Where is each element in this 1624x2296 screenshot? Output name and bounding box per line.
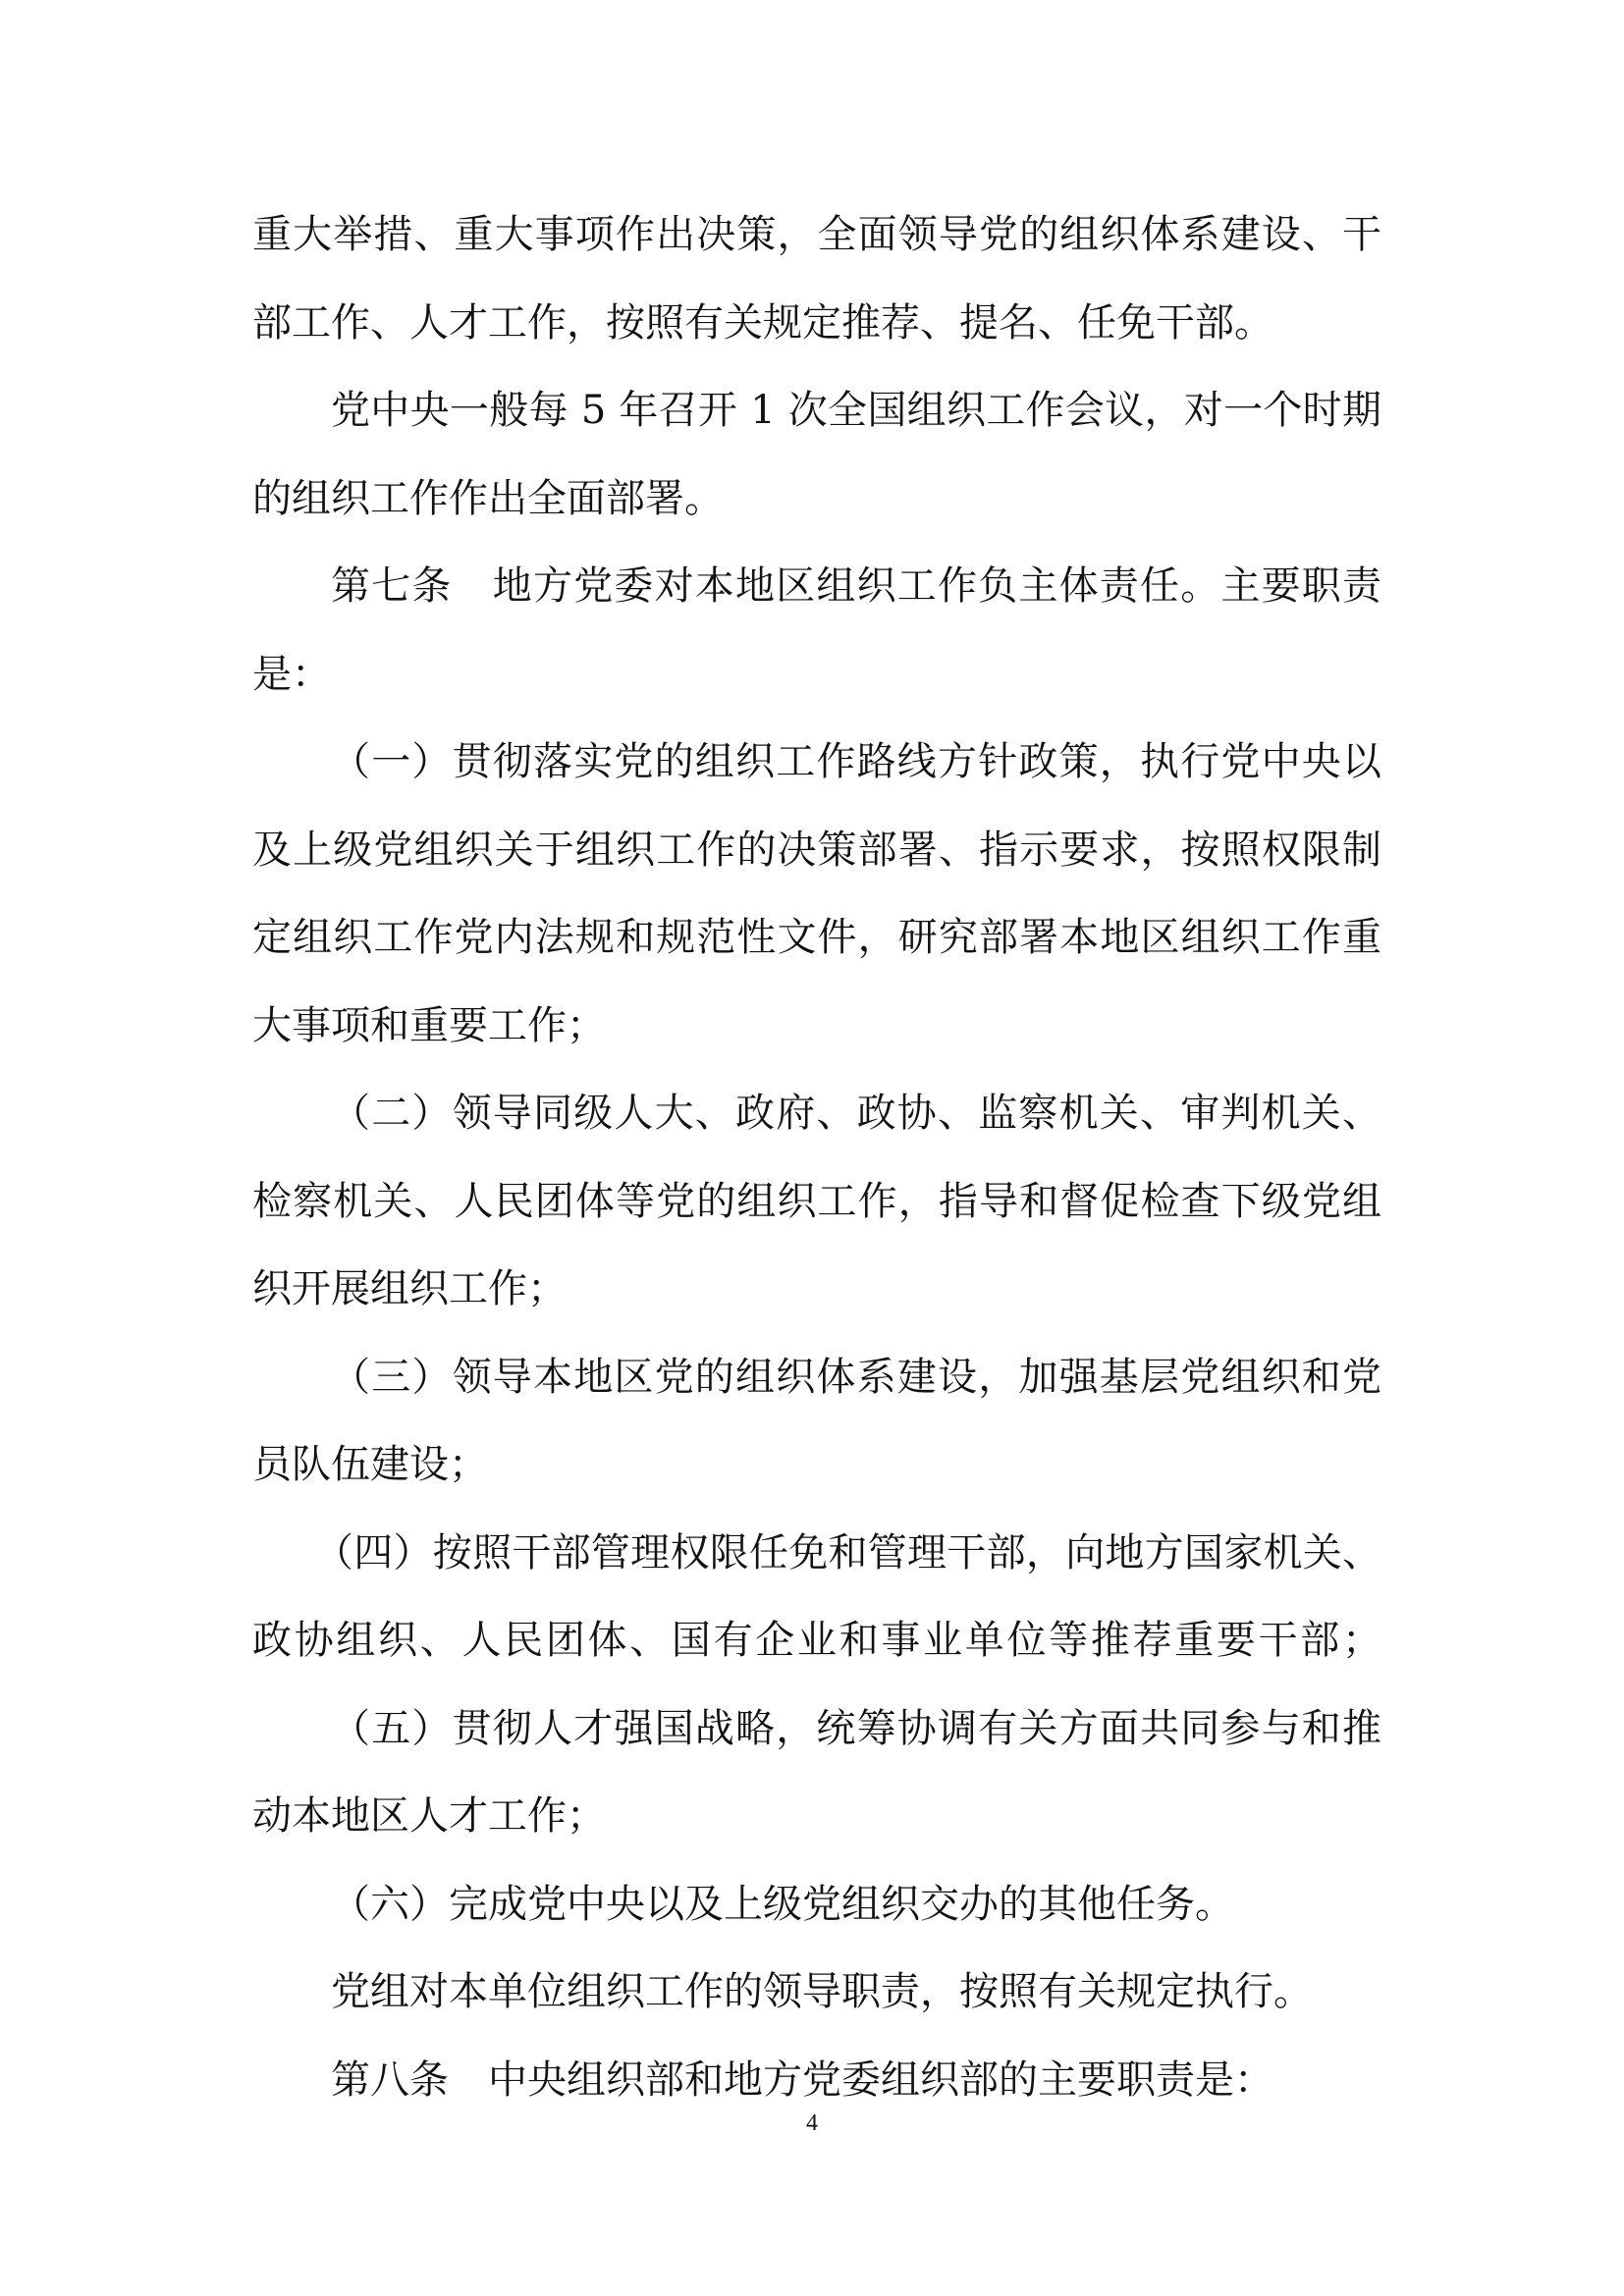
text-line-15: 员队伍建设； <box>252 1442 488 1487</box>
text-line-17: 政协组织、人民团体、国有企业和事业单位等推荐重要干部； <box>252 1618 1381 1663</box>
text-line-10: 大事项和重要工作； <box>252 1003 606 1048</box>
text-line-13: 织开展组织工作； <box>252 1266 567 1311</box>
text-line-22: 第八条 中央组织部和地方党委组织部的主要职责是： <box>331 2057 1273 2103</box>
text-line-8: 及上级党组织关于组织工作的决策部署、指示要求，按照权限制 <box>252 828 1381 873</box>
page-number: 4 <box>806 2110 818 2136</box>
text-line-14: （三）领导本地区党的组织体系建设，加强基层党组织和党 <box>331 1355 1381 1400</box>
text-line-3: 党中央一般每 5 年召开 1 次全国组织工作会议，对一个时期 <box>331 388 1381 433</box>
text-line-1: 重大举措、重大事项作出决策，全面领导党的组织体系建设、干 <box>252 212 1381 257</box>
text-line-21: 党组对本单位组织工作的领导职责，按照有关规定执行。 <box>331 1969 1313 2014</box>
text-line-9: 定组织工作党内法规和规范性文件，研究部署本地区组织工作重 <box>252 915 1381 960</box>
text-line-7: （一）贯彻落实党的组织工作路线方针政策，执行党中央以 <box>331 739 1381 784</box>
text-line-16: （四）按照干部管理权限任免和管理干部，向地方国家机关、 <box>314 1530 1381 1575</box>
text-line-11: （二）领导同级人大、政府、政协、监察机关、审判机关、 <box>331 1091 1381 1136</box>
text-line-4: 的组织工作作出全面部署。 <box>252 476 724 521</box>
text-line-20: （六）完成党中央以及上级党组织交办的其他任务。 <box>331 1882 1234 1927</box>
text-line-19: 动本地区人才工作； <box>252 1793 606 1839</box>
text-line-5: 第七条 地方党委对本地区组织工作负主体责任。主要职责 <box>331 563 1381 609</box>
text-line-2: 部工作、人才工作，按照有关规定推荐、提名、任免干部。 <box>252 300 1273 346</box>
text-line-6: 是： <box>252 652 331 697</box>
text-line-18: （五）贯彻人才强国战略，统筹协调有关方面共同参与和推 <box>331 1706 1381 1751</box>
text-line-12: 检察机关、人民团体等党的组织工作，指导和督促检查下级党组 <box>252 1179 1381 1224</box>
